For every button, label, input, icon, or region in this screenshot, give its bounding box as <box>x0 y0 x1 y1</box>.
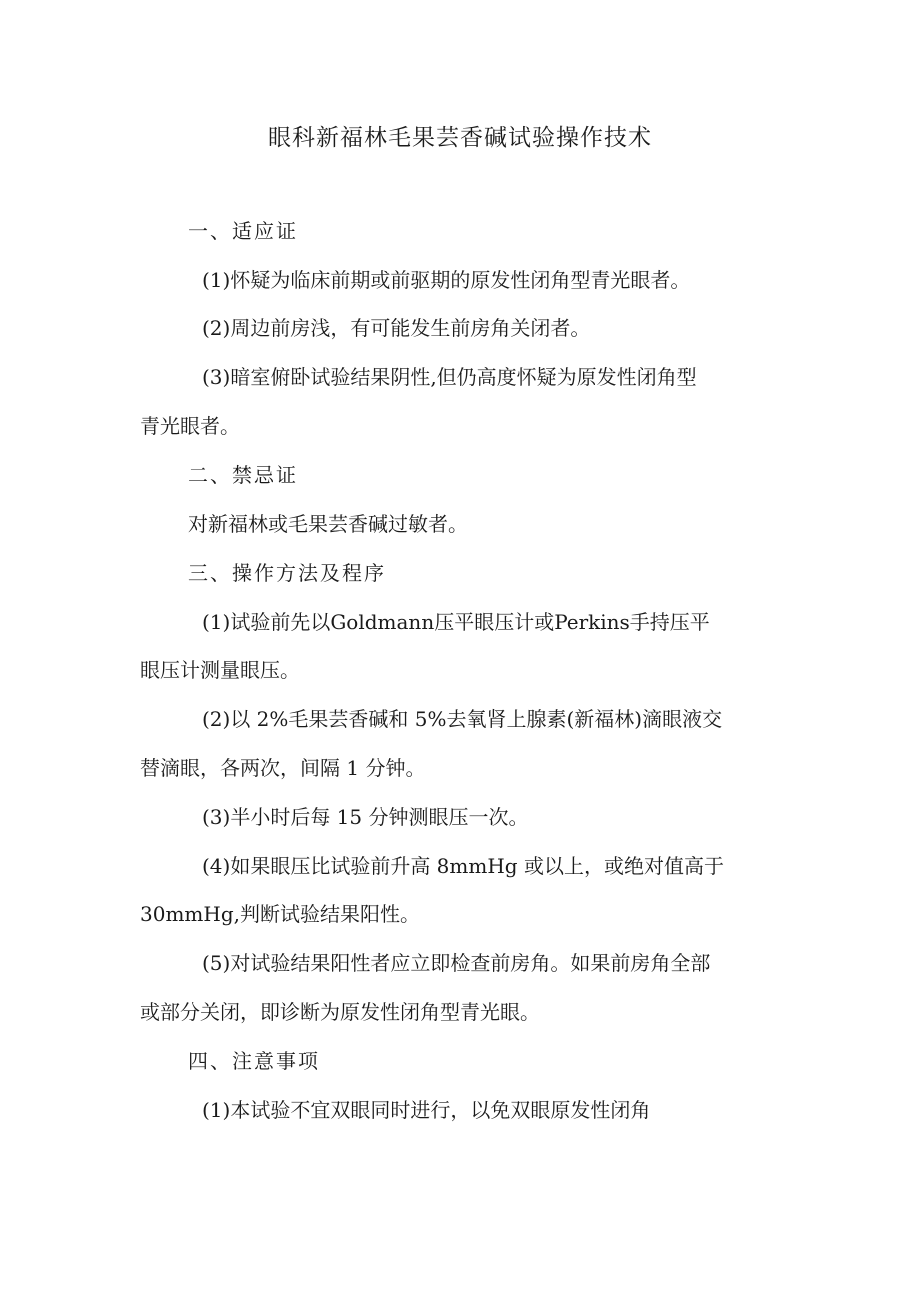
paragraph-line: 30mmHg,判断试验结果阳性。 <box>140 902 420 926</box>
paragraph-line: 对新福林或毛果芸香碱过敏者。 <box>188 512 468 536</box>
paragraph-line: 替滴眼，各两次，间隔 1 分钟。 <box>140 756 426 780</box>
section-heading: 一、适应证 <box>188 219 298 243</box>
paragraph-line: (1)怀疑为临床前期或前驱期的原发性闭角型青光眼者。 <box>202 268 691 292</box>
section-heading: 二、禁忌证 <box>188 463 298 487</box>
paragraph-line: (3)半小时后每 15 分钟测眼压一次。 <box>202 805 529 829</box>
paragraph-line: 青光眼者。 <box>140 414 240 438</box>
paragraph-line: (1)试验前先以Goldmann压平眼压计或Perkins手持压平 <box>202 610 710 634</box>
paragraph-line: (5)对试验结果阳性者应立即检查前房角。如果前房角全部 <box>202 951 711 975</box>
paragraph-line: (2)以 2%毛果芸香碱和 5%去氧肾上腺素(新福林)滴眼液交 <box>202 707 723 731</box>
page-title: 眼科新福林毛果芸香碱试验操作技术 <box>268 125 652 151</box>
section-heading: 四、注意事项 <box>188 1049 320 1073</box>
paragraph-line: 眼压计测量眼压。 <box>140 658 300 682</box>
paragraph-line: (3)暗室俯卧试验结果阴性,但仍高度怀疑为原发性闭角型 <box>202 365 697 389</box>
section-heading: 三、操作方法及程序 <box>188 561 386 585</box>
paragraph-line: (1)本试验不宜双眼同时进行，以免双眼原发性闭角 <box>202 1098 651 1122</box>
paragraph-line: (2)周边前房浅，有可能发生前房角关闭者。 <box>202 316 591 340</box>
paragraph-line: (4)如果眼压比试验前升高 8mmHg 或以上，或绝对值高于 <box>202 854 724 878</box>
paragraph-line: 或部分关闭，即诊断为原发性闭角型青光眼。 <box>140 1000 540 1024</box>
